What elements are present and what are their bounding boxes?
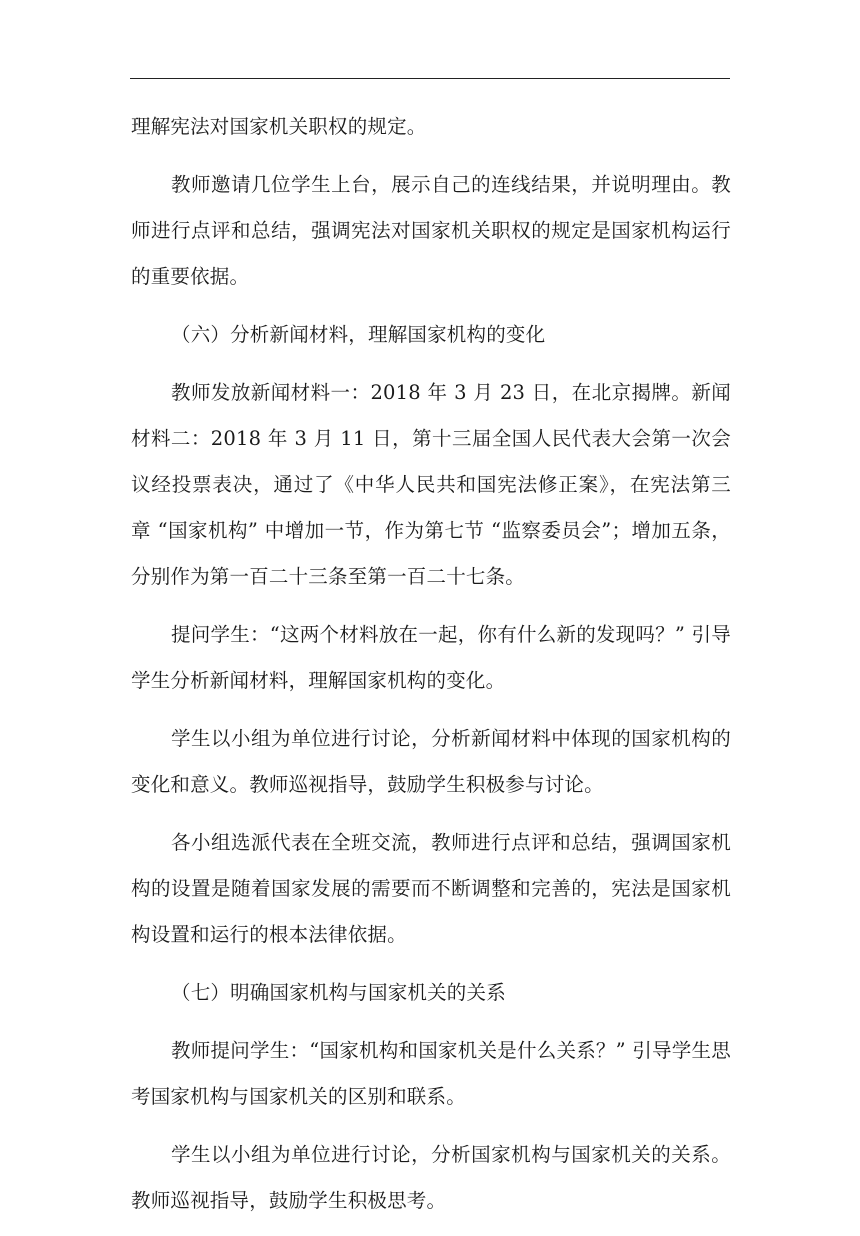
paragraph: 教师提问学生：“国家机构和国家机关是什么关系？” 引导学生思考国家机构与国家机关的区别和联系。 — [131, 1039, 731, 1108]
paragraph: 教师邀请几位学生上台，展示自己的连线结果，并说明理由。教师进行点评和总结，强调宪法对国家机关职权的规定是国家机构运行的重要依据。 — [131, 173, 731, 288]
document-body — [131, 104, 731, 1236]
paragraph: 各小组选派代表在全班交流，教师进行点评和总结，强调国家机构的设置是随着国家发展的需要而不断调整和完善的，宪法是国家机构设置和运行的根本法律依据。 — [131, 831, 731, 946]
section-heading-7: （七）明确国家机构与国家机关的关系 — [171, 981, 506, 1004]
paragraph: 提问学生：“这两个材料放在一起，你有什么新的发现吗？” 引导学生分析新闻材料，理解国家机构的变化。 — [131, 623, 731, 692]
paragraph: 学生以小组为单位进行讨论，分析新闻材料中体现的国家机构的变化和意义。教师巡视指导，鼓励学生积极参与讨论。 — [131, 727, 731, 796]
paragraph-continuation: 理解宪法对国家机关职权的规定。 — [131, 115, 427, 138]
header-rule — [130, 78, 730, 79]
paragraph: 教师发放新闻材料一：2018 年 3 月 23 日，在北京揭牌。新闻材料二：2018 年 3 月 11 日，第十三届全国人民代表大会第一次会议经投票表决，通过了《中华人民共和国宪法修正案》，在宪法第三章 “国家机构” 中增加一节，作为第七节 “监察委员会”；增加五条，分别作为第一百二十三条至第一百二十七条。 — [131, 381, 731, 588]
paragraph: 学生以小组为单位进行讨论，分析国家机构与国家机关的关系。教师巡视指导，鼓励学生积极思考。 — [131, 1143, 731, 1212]
section-heading-6: （六）分析新闻材料，理解国家机构的变化 — [171, 323, 546, 346]
